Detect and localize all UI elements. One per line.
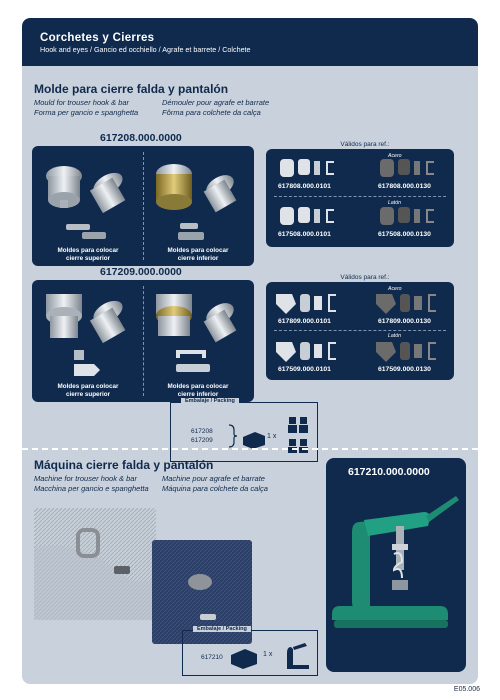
machine-product-box	[326, 458, 466, 672]
machine-sub-it: Macchina per gancio e spanghetta	[34, 484, 149, 493]
bar-part-image	[172, 348, 232, 380]
packing-qty: 1 x	[267, 433, 277, 440]
packing-box-machine	[182, 626, 318, 676]
mould-section-title: Molde para cierre falda y pantalón	[34, 82, 229, 96]
denim-hook-photo	[34, 508, 156, 620]
hook-eye-dark-icons	[374, 290, 454, 316]
machine-sub-pt: Máquina para colchete da calça	[162, 484, 268, 493]
machine-sub-en: Machine for trouser hook & bar	[34, 474, 137, 483]
metal-steel-label: Acero	[388, 286, 402, 292]
metal-brass-label: Latón	[388, 333, 401, 339]
caption-line: Moldes para colocar	[57, 383, 119, 390]
hook-eye-dark-icons	[378, 205, 448, 227]
silver-mould-upper-image	[38, 286, 138, 356]
machine-section-translations	[34, 474, 268, 494]
hook-eye-silver-icons	[278, 157, 348, 179]
refs-box-1	[266, 149, 454, 247]
packing-tag: Embalaje / Packing	[193, 626, 251, 632]
mould-image-box-1	[32, 146, 254, 266]
mould-sub-pt: Fôrma para colchete da calça	[162, 108, 261, 117]
metal-brass-label: Latón	[388, 200, 401, 206]
bar-part-image	[174, 220, 224, 244]
product-code-617210: 617210.000.0000	[348, 466, 430, 478]
hand-press-machine-image	[330, 482, 460, 668]
valid-for-label-2: Válidos para ref.:	[340, 274, 390, 281]
ref-code: 617808.000.0130	[378, 183, 431, 190]
ref-code: 617509.000.0101	[278, 366, 331, 373]
machine-section-title: Máquina cierre falda y pantalón	[34, 458, 214, 472]
packing-codes	[201, 653, 223, 662]
product-code-617208: 617208.000.0000	[100, 132, 182, 144]
hook-part-image	[62, 220, 112, 244]
ref-code: 617509.000.0130	[378, 366, 431, 373]
ref-code: 617508.000.0101	[278, 231, 331, 238]
hook-eye-dark-icons	[378, 157, 448, 179]
caption-line: Moldes para colocar	[167, 383, 229, 390]
packing-tag: Embalaje / Packing	[181, 398, 239, 404]
refs-box-2	[266, 282, 454, 380]
silver-mould-upper-image	[38, 154, 138, 224]
box-icon	[229, 647, 259, 669]
page-subtitle: Hook and eyes / Gancio ed occhiello / Agrafe et barrete / Colchete	[40, 45, 251, 54]
ref-code: 617809.000.0101	[278, 318, 331, 325]
divider	[274, 330, 446, 331]
caption-line: cierre inferior	[177, 390, 219, 398]
caption-upper-1	[38, 247, 138, 262]
caption-line: cierre superior	[65, 390, 111, 398]
packing-code: 617209	[191, 437, 213, 444]
packing-box-molds	[170, 398, 318, 462]
page-number: E05.006	[453, 686, 480, 693]
divider	[143, 152, 144, 260]
gold-mould-lower-image	[148, 154, 248, 224]
page-title: Corchetes y Cierres	[40, 32, 155, 44]
divider	[143, 286, 144, 396]
caption-lower-1	[148, 247, 248, 262]
caption-line: cierre superior	[65, 254, 111, 262]
machine-sub-fr: Machine pour agrafe et barrate	[162, 474, 265, 483]
packing-codes	[191, 427, 213, 445]
brace-icon	[227, 423, 239, 449]
ref-code: 617808.000.0101	[278, 183, 331, 190]
catalog-panel	[22, 18, 478, 684]
mould-image-box-2	[32, 280, 254, 402]
mould-sub-it: Forma per gancio e spanghetta	[34, 108, 139, 117]
divider	[274, 196, 446, 197]
caption-line: Moldes para colocar	[57, 247, 119, 254]
hook-eye-silver-icons	[278, 205, 348, 227]
mould-sub-fr: Démouler pour agrafe et barrate	[162, 98, 270, 107]
page-header	[22, 18, 478, 66]
caption-upper-2	[38, 383, 138, 398]
box-icon	[241, 429, 267, 449]
caption-line: cierre inferior	[177, 254, 219, 262]
packing-qty: 1 x	[263, 651, 273, 658]
valid-for-label-1: Válidos para ref.:	[340, 141, 390, 148]
hook-eye-silver-icons	[274, 338, 354, 364]
ref-code: 617508.000.0130	[378, 231, 431, 238]
hook-part-image	[70, 348, 110, 380]
section-separator	[22, 448, 478, 450]
ref-code: 617809.000.0130	[378, 318, 431, 325]
packing-code: 617208	[191, 428, 213, 435]
mould-section-translations	[34, 98, 269, 118]
metal-steel-label: Acero	[388, 153, 402, 159]
gold-mould-lower-image	[148, 286, 248, 356]
hook-eye-dark-icons	[374, 338, 454, 364]
caption-line: Moldes para colocar	[167, 247, 229, 254]
machine-silhouette-icon	[285, 641, 311, 671]
mould-sub-en: Mould for trouser hook & bar	[34, 98, 130, 107]
hook-eye-silver-icons	[274, 290, 354, 316]
product-code-617209: 617209.000.0000	[100, 266, 182, 278]
packing-code: 617210	[201, 654, 223, 661]
caption-lower-2	[148, 383, 248, 398]
